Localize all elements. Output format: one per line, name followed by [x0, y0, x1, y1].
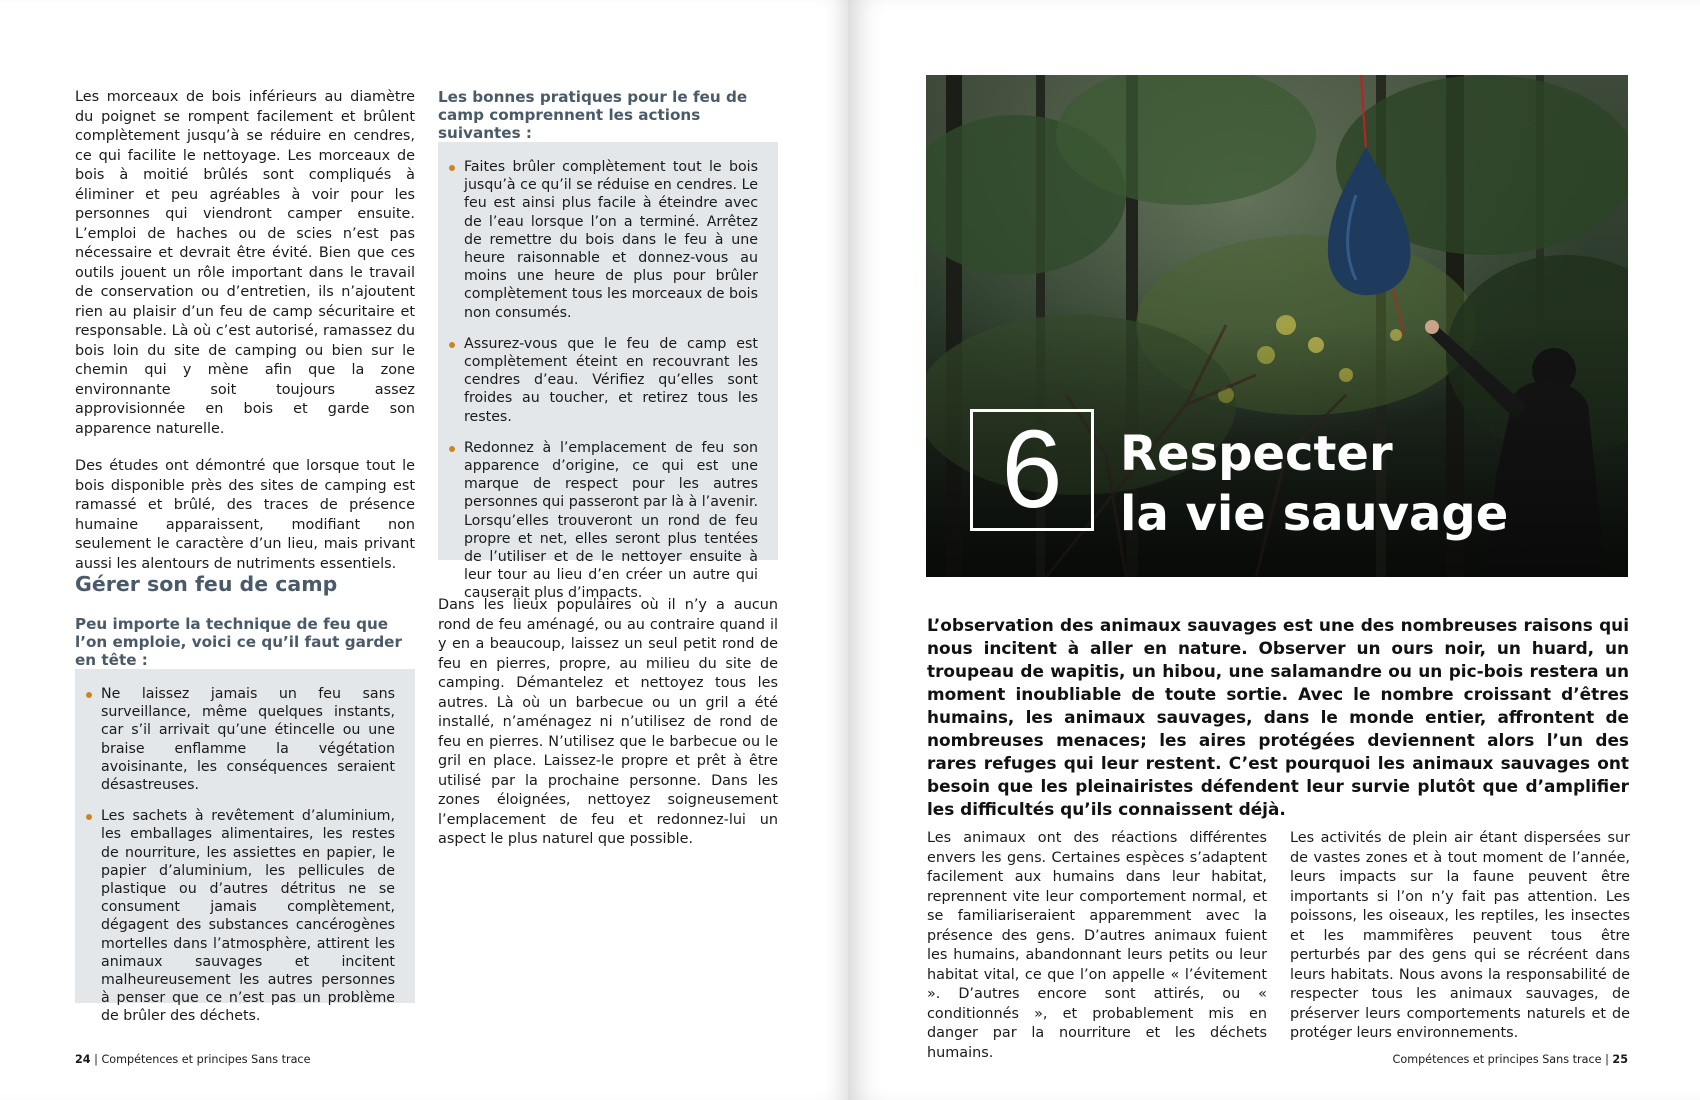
- chapter-number-box: 6: [970, 409, 1094, 531]
- tips-list: [101, 685, 395, 1026]
- page-number: 24: [75, 1053, 91, 1066]
- bullet-icon: [449, 165, 455, 171]
- list-item: [464, 439, 758, 603]
- chapter-title: [1120, 424, 1508, 544]
- list-item-text: Redonnez à l’emplacement de feu son apparence d’origine, ce qui est une marque de respect pour les autres personnes qui passeront par là à l’avenir. Lorsqu’elles trouveront un rond de feu propre et net, elles seront plus tentées de l’utiliser et de le nettoyer ensuite à leur tour au lieu d’en créer un autre qui causerait plus d’impacts.: [464, 439, 758, 602]
- chapter-title-line: la vie sauvage: [1120, 486, 1509, 542]
- paragraph: Dans les lieux populaires où il n’y a aucun rond de feu aménagé, ou au contraire quand il y en a beaucoup, laissez un seul petit rond de feu en pierres, propre, au milieu du site de camping. Démantelez et nettoyez tous les autres. Là où un barbecue ou un gril a été installé, n’aménagez ni n’utilisez de rond de feu en pierres. N’utilisez que le barbecue ou le gril en place. Laissez-le propre et prêt à être utilisé par la prochaine personne. Dans les zones éloignées, nettoyez soigneusement l’emplacement de feu et redonnez-lui un aspect le plus naturel que possible.: [438, 597, 778, 847]
- practices-list: [464, 158, 758, 603]
- list-item-text: Faites brûler complètement tout le bois jusqu’à ce qu’il se réduise en cendres. Le feu est ainsi plus facile à éteindre avec de l’eau lorsque l’on a terminé. Arrêtez de remettre du bois dans le feu à une heure raisonnable et donnez-vous au moins une heure de plus pour brûler complètement tous les morceaux de bois non consumés.: [464, 159, 758, 321]
- list-item: [101, 685, 395, 794]
- paragraph: Des études ont démontré que lorsque tout le bois disponible près des sites de camping est ramassé et brûlé, des traces de présence humaine apparaissent, modifiant non seulement le caractère d’un lieu, mais privant aussi les alentours de nutriments essentiels.: [75, 458, 415, 572]
- paragraph: Les activités de plein air étant dispersées sur de vastes zones et à tout moment de l’année, leurs impacts sur la faune peuvent être importants si l’on n’y fait pas attention. Les poissons, les oiseaux, les reptiles, les insectes et les mammifères peuvent tous être perturbés par des gens qui se récréent dans leurs habitats. Nous avons la responsabilité de respecter tous les animaux sauvages, de préserver leurs comportements naturels et de protéger leurs environnements.: [1290, 830, 1630, 1041]
- left-page: [0, 0, 848, 1100]
- list-item-text: Ne laissez jamais un feu sans surveillance, même quelques instants, car s’il arrivait qu’une étincelle ou une braise enflamme la végétation avoisinante, les conséquences seraient désastreuses.: [101, 686, 395, 794]
- page-footer: [75, 1053, 310, 1066]
- footer-title: Compétences et principes Sans trace: [101, 1053, 311, 1066]
- list-item-text: Les sachets à revêtement d’aluminium, les emballages alimentaires, les restes de nourriture, les assiettes en papier, le papier d’aluminium, les pellicules de plastique ou d’autres détritus ne se consument jamais complètement, dégagent des substances cancérogènes mortelles dans l’atmosphère, attirent les animaux sauvages et incitent malheureusement les autres personnes à penser que ce n’est pas un problème de brûler des déchets.: [101, 808, 395, 1025]
- bullet-icon: [86, 814, 92, 820]
- paragraph: Les animaux ont des réactions différentes envers les gens. Certaines espèces s’adaptent facilement aux humains dans leur habitat, reprennent vite leur comportement normal, et se familiariseraient apparemment avec la présence des gens. D’autres animaux fuient les humains, abandonnant leurs petits ou leur habitat vital, ce que l’on appelle « l’évitement ». D’autres encore sont attirés, ou « conditionnés », et probablement mis en danger par la nourriture et les déchets humains.: [927, 830, 1267, 1061]
- lead-paragraph: L’observation des animaux sauvages est une des nombreuses raisons qui nous incitent à aller en nature. Observer un ours noir, un huard, un troupeau de wapitis, un hibou, une salamandre ou un pic-bois restera un moment inoubliable de toute sortie. Avec le nombre croissant d’êtres humains, les animaux sauvages, dans le monde entier, affrontent de nombreuses menaces; les aires protégées deviennent alors l’un des rares refuges qui leur restent. C’est pourquoi les animaux sauvages ont besoin que les pleinairistes défendent leur survie plutôt que d’amplifier les difficultés qu’ils connaissent déjà.: [927, 615, 1629, 819]
- section-title: Gérer son feu de camp: [75, 572, 338, 596]
- right-column-2: [1290, 829, 1630, 1062]
- footer-title: Compétences et principes Sans trace: [1392, 1053, 1602, 1066]
- footer-separator: |: [1605, 1053, 1609, 1066]
- list-item-text: Assurez-vous que le feu de camp est complètement éteint en recouvrant les cendres d’eau. Vérifiez qu’elles sont froides au toucher, et retirez tous les restes.: [464, 335, 758, 425]
- chapter-title-line: Respecter: [1120, 426, 1393, 482]
- page-number: 25: [1612, 1053, 1628, 1066]
- list-item: [101, 807, 395, 1025]
- bullet-icon: [86, 692, 92, 698]
- bullet-icon: [449, 446, 455, 452]
- right-column-1: [927, 829, 1267, 1081]
- practices-box: [438, 142, 778, 602]
- section-subtitle: Peu importe la technique de feu que l’on emploie, voici ce qu’il faut garder en tête :: [75, 615, 402, 669]
- footer-separator: |: [94, 1053, 98, 1066]
- tips-box: [75, 669, 415, 1025]
- left-column-1: [75, 88, 415, 592]
- list-item: [464, 335, 758, 426]
- paragraph: Les morceaux de bois inférieurs au diamètre du poignet se rompent facilement et brûlent complètement jusqu’à se réduire en cendres, ce qui facilite le nettoyage. Les morceaux de bois à moitié brûlés sont compliqués à éliminer et peu agréables à voir pour les personnes qui viendront camper ensuite. L’emploi de haches ou de scies n’est pas nécessaire et devrait être évité. Bien que ces outils jouent un rôle important dans le travail de conservation ou d’entretien, ils n’ajoutent rien au plaisir d’un feu de camp sécuritaire et responsable. Là où c’est autorisé, ramassez du bois loin du site de camping ou bien sur le chemin qui y mène afin que la zone environnante soit toujours assez approvisionnée en bois et garde son apparence naturelle.: [75, 89, 415, 437]
- left-column-2: [438, 596, 778, 868]
- list-item: [464, 158, 758, 322]
- practices-subtitle: Les bonnes pratiques pour le feu de camp comprennent les actions suivantes :: [438, 88, 748, 142]
- bullet-icon: [449, 342, 455, 348]
